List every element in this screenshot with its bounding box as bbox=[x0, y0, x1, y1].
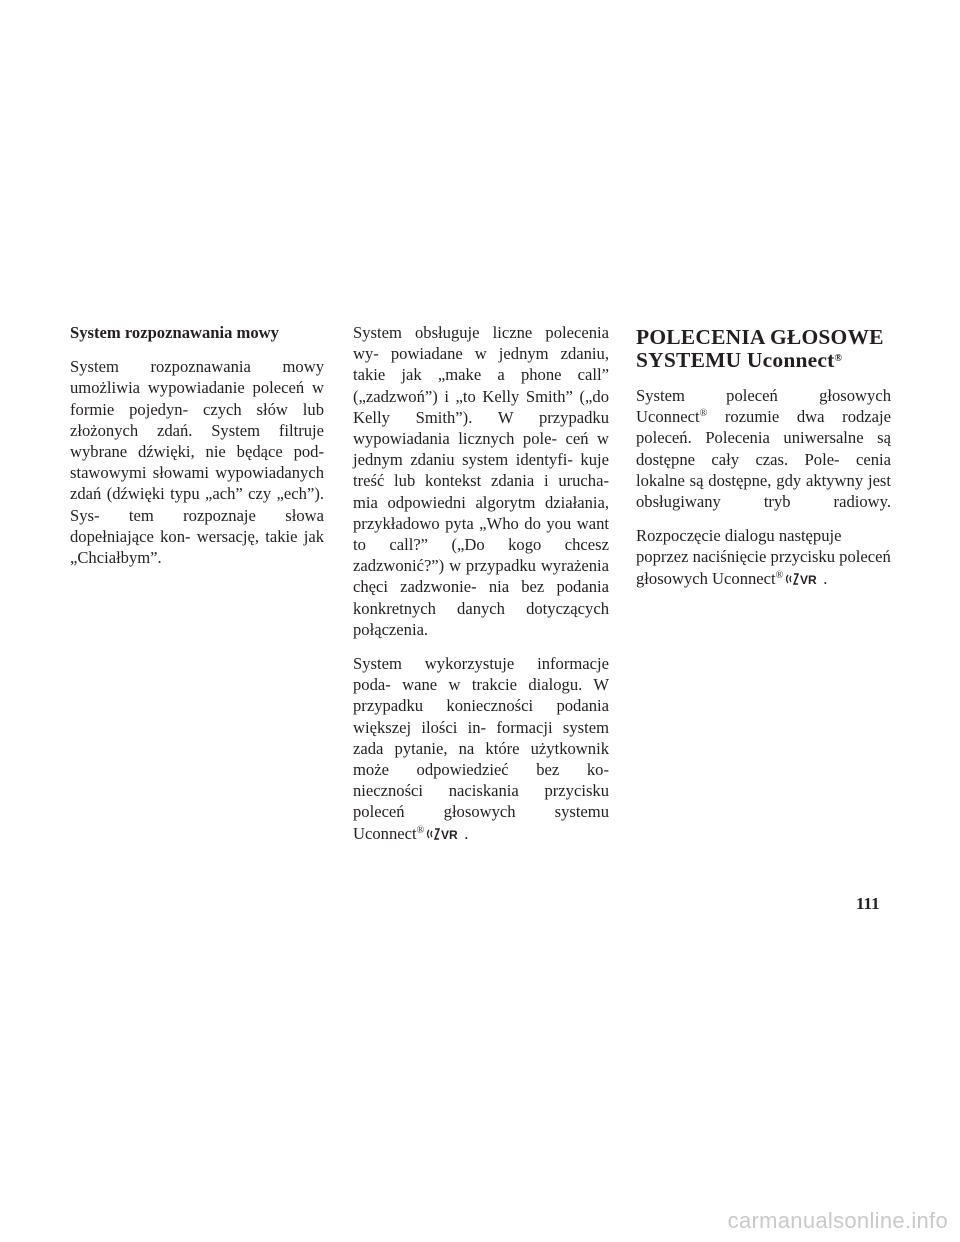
section-title-line1: POLECENIA GŁOSOWE bbox=[636, 325, 884, 349]
subheading: System rozpoznawania mowy bbox=[70, 323, 279, 342]
voice-recognition-vr-icon bbox=[426, 826, 464, 847]
section-title-line2: SYSTEMU Uconnect® bbox=[636, 348, 843, 372]
paragraph: System rozpoznawania mowy umożliwia wypowiadanie poleceń w formie pojedyn- czych słów lub złożonych zdań. System filtruje wybrane dźwięki, nie będące pod- stawowymi słowami wypowiadanych zdań (dźwięki typu „ach” czy „ech”). Sys- tem rozpoznaje słowa dopełniające kon- wersację, takie jak „Chciałbym”. bbox=[70, 357, 324, 568]
registered-mark: ® bbox=[699, 408, 708, 420]
column-left bbox=[70, 322, 324, 581]
registered-mark: ® bbox=[834, 353, 843, 364]
svg-text:VR: VR bbox=[441, 827, 458, 842]
paragraph-text: System wykorzystuje informacje poda- wane w trakcie dialogu. W przypadku konieczności podania większej ilości in- formacji system zada pytanie, na które użytkownik może odpowiedzieć bez ko- nieczności naciskania przycisku poleceń głosowych systemu Uconnect bbox=[353, 654, 609, 843]
paragraph: System poleceń głosowych Uconnect® rozumie dwa rodzaje poleceń. Polecenia uniwersalne są dostępne cały czas. Pole- cenia lokalne są dostępne, gdy aktywny jest obsługiwany tryb radiowy. bbox=[636, 386, 891, 512]
column-middle bbox=[353, 322, 609, 860]
page-number: 111 bbox=[856, 894, 880, 913]
watermark: carmanualsonline.info bbox=[727, 1208, 948, 1233]
paragraph bbox=[353, 653, 609, 847]
registered-mark: ® bbox=[416, 824, 425, 836]
section-title bbox=[636, 326, 891, 372]
column-right bbox=[636, 322, 891, 605]
voice-recognition-vr-icon bbox=[785, 571, 823, 592]
registered-mark: ® bbox=[775, 569, 784, 581]
svg-text:VR: VR bbox=[800, 572, 817, 587]
paragraph-end: . bbox=[464, 823, 469, 843]
paragraph: Rozpoczęcie dialogu następuje poprzez naciśnięcie przycisku poleceń głosowych Uconnect® VR . bbox=[636, 525, 891, 592]
paragraph: System obsługuje liczne polecenia wy- powiadane w jednym zdaniu, takie jak „make a phone call” („zadzwoń”) i „to Kelly Smith” („do Kelly Smith”). W przypadku wypowiadania licznych pole- ceń w jednym zdaniu system identyfi- kuje treść lub kontekst zdania i urucha- mia odpowiedni algorytm działania, przykładowo pyta „Who do you want to call?” („Do kogo chcesz zadzwonić?”) w przypadku wyrażenia chęci zadzwonie- nia bez podania konkretnych danych dotyczących połączenia. bbox=[353, 323, 609, 639]
